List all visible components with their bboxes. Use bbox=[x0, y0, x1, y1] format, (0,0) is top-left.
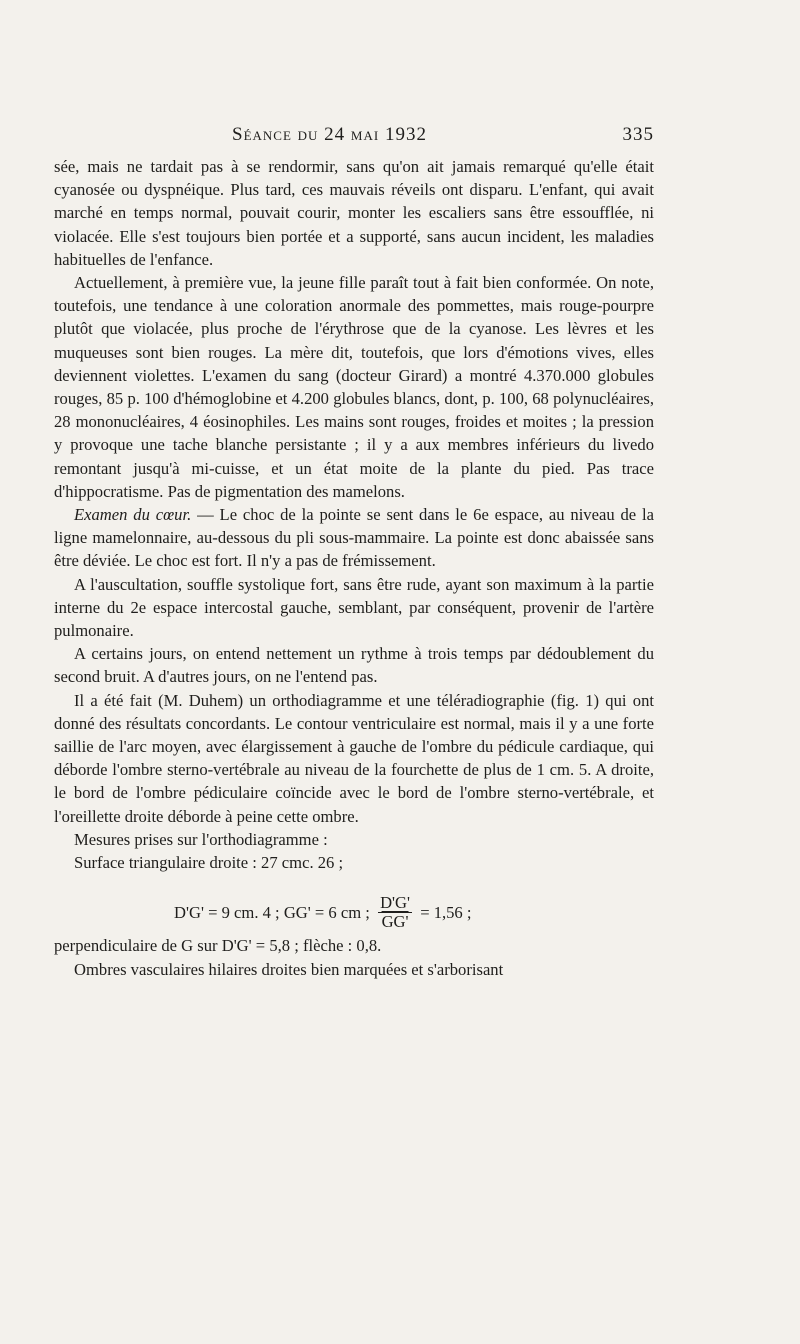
paragraph: A l'auscultation, souffle systolique fort, sans être rude, ayant son maximum à la partie interne du 2e espace intercostal gauche, semblant, par conséquent, provenir de l'artère pulmonaire. bbox=[54, 574, 654, 641]
formula-right: = 1,56 ; bbox=[420, 903, 472, 923]
paragraph: sée, mais ne tardait pas à se rendormir, sans qu'on ait jamais remarqué qu'elle était cyanosée ou dyspnéique. Plus tard, ces mauvais réveils ont disparu. L'enfant, qui avait marché en temps normal, pouvait courir, monter les escaliers sans être essoufflée, ni violacée. Elle s'est toujours bien portée et a supporté, sans aucun incident, les maladies habituelles de l'enfance. bbox=[54, 157, 654, 269]
header-title: Séance du 24 mai 1932 bbox=[232, 124, 427, 145]
formula-fraction bbox=[378, 894, 412, 931]
paragraph-exam bbox=[54, 503, 654, 573]
page-number: 335 bbox=[622, 124, 654, 145]
paragraph: A certains jours, on entend nettement un rythme à trois temps par dédoublement du second bruit. A d'autres jours, on ne l'entend pas. bbox=[54, 644, 654, 687]
paragraph: Il a été fait (M. Duhem) un orthodiagramme et une téléradiographie (fig. 1) qui ont donné des résultats concordants. Le contour ventriculaire est normal, mais il y a une forte saillie de l'arc moyen, avec élargissement à gauche de l'ombre du pédicule cardiaque, qui déborde l'ombre sterno-vertébrale au niveau de la fourchette de plus de 1 cm. 5. A droite, le bord de l'ombre pédiculaire coïncide avec le bord de l'ombre sterno-vertébrale, et l'oreillette droite déborde à peine cette ombre. bbox=[54, 690, 654, 826]
paragraph: Mesures prises sur l'orthodiagramme : bbox=[74, 829, 328, 849]
paragraph: perpendiculaire de G sur D'G' = 5,8 ; flèche : 0,8. bbox=[54, 936, 382, 956]
paragraph: Actuellement, à première vue, la jeune fille paraît tout à fait bien conformée. On note, toutefois, une tendance à une coloration anormale des pommettes, mais rouge-pourpre plutôt que violacée, plus proche de l'érythrose que de la cyanose. Les lèvres et les muqueuses sont bien rouges. La mère dit, toutefois, que lors d'émotions vives, elles deviennent violettes. L'examen du sang (docteur Girard) a montré 4.370.000 globules rouges, 85 p. 100 d'hémoglobine et 4.200 globules blancs, dont, p. 100, 68 polynucléaires, 28 mononucléaires, 4 éosinophiles. Les mains sont rouges, froides et moites ; la pression y provoque une tache blanche persistante ; il y a aux membres inférieurs du livedo remontant jusqu'à mi-cuisse, et un état moite de la plante du pied. Pas trace d'hippocratisme. Pas de pigmentation des mamelons. bbox=[54, 273, 654, 501]
exam-text: — Le choc de la pointe se sent dans le 6e espace, au niveau de la ligne mamelonnaire, au-dessous du pli sous-mammaire. La pointe est donc abaissée sans être déviée. Le choc est fort. Il n'y a pas de frémissement. bbox=[54, 505, 654, 571]
body-text bbox=[54, 155, 654, 981]
formula bbox=[54, 874, 654, 934]
formula-left: D'G' = 9 cm. 4 ; GG' = 6 cm ; bbox=[174, 903, 370, 923]
formula-numerator: D'G' bbox=[380, 893, 411, 913]
running-header bbox=[54, 124, 654, 150]
exam-heading: Examen du cœur. bbox=[74, 505, 192, 525]
formula-denominator: GG' bbox=[381, 912, 409, 932]
paragraph: Surface triangulaire droite : 27 cmc. 26 ; bbox=[74, 853, 344, 873]
paragraph: Ombres vasculaires hilaires droites bien marquées et s'arborisant bbox=[74, 959, 504, 979]
